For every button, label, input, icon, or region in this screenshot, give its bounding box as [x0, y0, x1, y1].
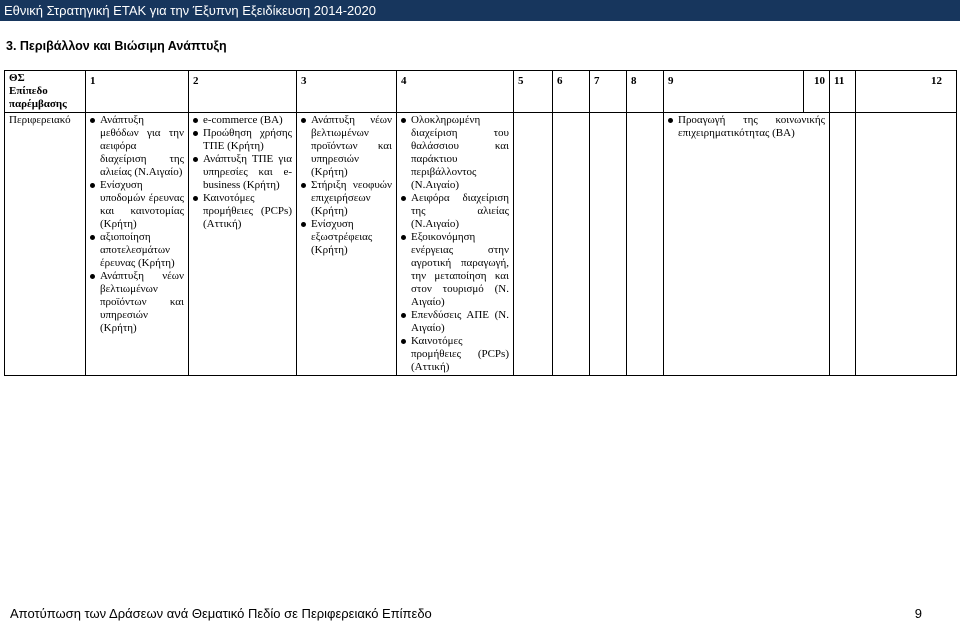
cell-col-6 [553, 113, 590, 376]
list-item: Αειφόρα διαχείριση της αλιείας (Ν.Αιγαίο) [401, 192, 509, 231]
cell-col-9 [664, 113, 830, 376]
col-header-8: 8 [627, 71, 664, 113]
cell-col-1 [86, 113, 189, 376]
col-header-6: 6 [553, 71, 590, 113]
col-header-2: 2 [189, 71, 297, 113]
col-header-11: 11 [830, 71, 856, 113]
col-header-9: 9 [664, 71, 804, 113]
page-footer [10, 606, 922, 621]
col-header-4: 4 [397, 71, 514, 113]
table-header-row [5, 71, 957, 113]
list-item: Ανάπτυξη νέων βελτιωμένων προϊόντων και υπηρεσιών (Κρήτη) [301, 114, 392, 179]
footer-text: Αποτύπωση των Δράσεων ανά Θεματικό Πεδίο σε Περιφερειακό Επίπεδο [10, 606, 432, 621]
cell-col-8 [627, 113, 664, 376]
cell-col-5 [514, 113, 553, 376]
actions-table [4, 70, 957, 376]
cell-col-4 [397, 113, 514, 376]
col-header-12: 12 [856, 71, 957, 113]
list-item: αξιοποίηση αποτελεσμάτων έρευνας (Κρήτη) [90, 231, 184, 270]
list-item: Προαγωγή της κοινωνικής επιχειρηματικότητας (ΒΑ) [668, 114, 825, 140]
list-item: Επενδύσεις ΑΠΕ (Ν. Αιγαίο) [401, 309, 509, 335]
col-header-5: 5 [514, 71, 553, 113]
section-title: 3. Περιβάλλον και Βιώσιμη Ανάπτυξη [6, 39, 227, 53]
row-label: Περιφερειακό [5, 113, 86, 376]
list-item: Καινοτόμες προμήθειες (PCPs) (Αττική) [193, 192, 292, 231]
col-header-3: 3 [297, 71, 397, 113]
list-item: Προώθηση χρήσης ΤΠΕ (Κρήτη) [193, 127, 292, 153]
col-header-1: 1 [86, 71, 189, 113]
list-item: Στήριξη νεοφυών επιχειρήσεων (Κρήτη) [301, 179, 392, 218]
list-item: Ανάπτυξη μεθόδων για την αειφόρα διαχείριση της αλιείας (Ν.Αιγαίο) [90, 114, 184, 179]
table-row [5, 113, 957, 376]
cell-col-12 [856, 113, 957, 376]
list-item: Ενίσχυση υποδομών έρευνας και καινοτομίας (Κρήτη) [90, 179, 184, 231]
cell-col-2 [189, 113, 297, 376]
cell-col-3 [297, 113, 397, 376]
list-item: Ολοκληρωμένη διαχείριση του θαλάσσιου και παράκτιου περιβάλλοντος (Ν.Αιγαίο) [401, 114, 509, 192]
cell-col-7 [590, 113, 627, 376]
list-item: Ενίσχυση εξωστρέφειας (Κρήτη) [301, 218, 392, 257]
document-header-bar: Εθνική Στρατηγική ΕΤΑΚ για την Έξυπνη Εξειδίκευση 2014-2020 [0, 0, 960, 21]
cell-col-11 [830, 113, 856, 376]
col-header-10: 10 [804, 71, 830, 113]
list-item: Ανάπτυξη ΤΠΕ για υπηρεσίες και e-business (Κρήτη) [193, 153, 292, 192]
page-number: 9 [914, 606, 922, 621]
list-item: e-commerce (ΒΑ) [193, 114, 292, 127]
list-item: Εξοικονόμηση ενέργειας στην αγροτική παραγωγή, την μεταποίηση και στον τουρισμό (Ν. Αιγαίο) [401, 231, 509, 309]
header-level: Επίπεδο παρέμβασης [9, 85, 67, 110]
col-header-7: 7 [590, 71, 627, 113]
corner-header [5, 71, 86, 113]
list-item: Ανάπτυξη νέων βελτιωμένων προϊόντων και υπηρεσιών (Κρήτη) [90, 270, 184, 335]
list-item: Καινοτόμες προμήθειες (PCPs) (Αττική) [401, 335, 509, 374]
header-ts: ΘΣ [9, 72, 25, 84]
